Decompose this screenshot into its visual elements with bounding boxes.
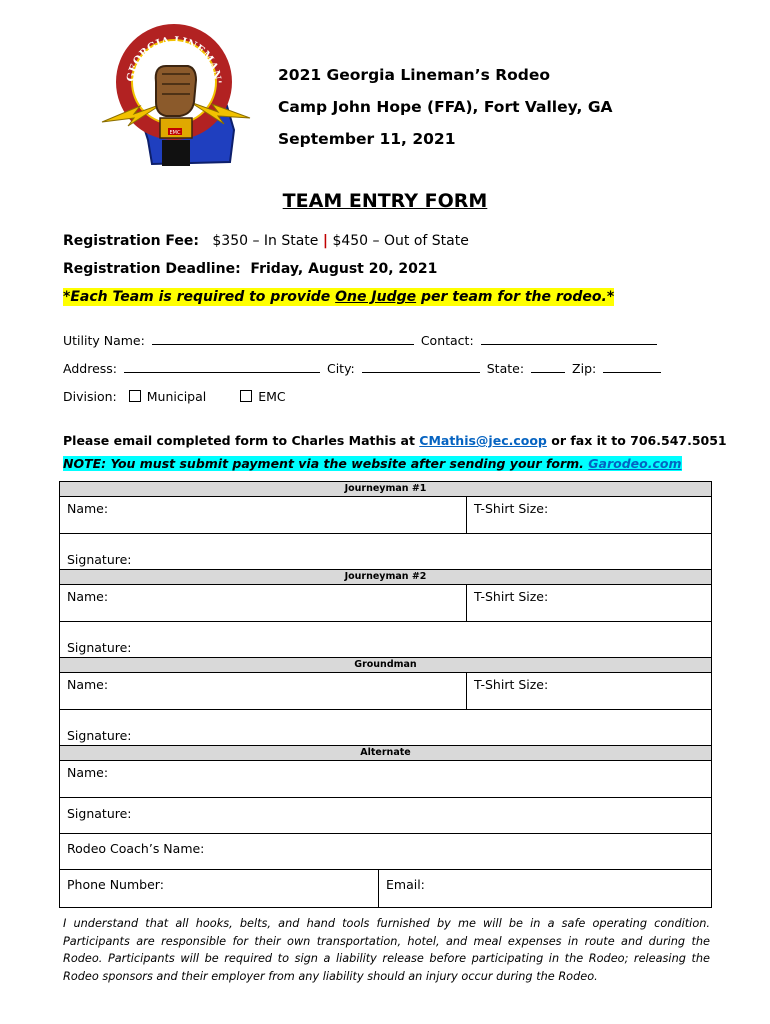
- table-row: [60, 585, 711, 622]
- section-heading: Alternate: [60, 746, 711, 761]
- name-field[interactable]: Name:: [67, 677, 109, 692]
- registration-fee-line: Registration Fee: $350 – In State | $450 – Out of State: [63, 233, 469, 249]
- table-row: [60, 798, 711, 834]
- coach-name-field[interactable]: Rodeo Coach’s Name:: [67, 841, 205, 856]
- judge-requirement: *Each Team is required to provide One Judge per team for the rodeo.*: [63, 289, 615, 305]
- table-row: [60, 834, 711, 870]
- table-row: [60, 622, 711, 658]
- badge-text: EMC: [169, 130, 181, 136]
- zip-field[interactable]: [603, 360, 661, 373]
- event-date: September 11, 2021: [278, 130, 456, 148]
- alternate-signature-field[interactable]: Signature:: [67, 806, 132, 821]
- signature-field[interactable]: Signature:: [67, 552, 132, 567]
- city-field[interactable]: [362, 360, 480, 373]
- email-link[interactable]: CMathis@jec.coop: [419, 433, 547, 448]
- table-row: [60, 673, 711, 710]
- municipal-checkbox[interactable]: [129, 390, 141, 402]
- table-row: [60, 870, 711, 907]
- alternate-name-field[interactable]: Name:: [67, 765, 109, 780]
- signature-field[interactable]: Signature:: [67, 728, 132, 743]
- table-row: [60, 534, 711, 570]
- event-title: 2021 Georgia Lineman’s Rodeo: [278, 66, 551, 84]
- registration-deadline-line: Registration Deadline: Friday, August 20, 2021: [63, 261, 438, 277]
- team-entry-table: [59, 481, 712, 908]
- name-field[interactable]: Name:: [67, 589, 109, 604]
- utility-contact-row: Utility Name: Contact:: [63, 332, 660, 348]
- address-field[interactable]: [124, 360, 320, 373]
- utility-name-field[interactable]: [152, 332, 414, 345]
- liability-disclaimer: I understand that all hooks, belts, and hand tools furnished by me will be in a safe operating condition. Participants are responsible for their own transportation, hotel, and meal expenses in route and during the Rodeo. Participants will be required to sign a liability release before participating in the Rodeo; releasing the Rodeo sponsors and their employer from any liability should an injury occur during the Rodeo.: [63, 917, 710, 983]
- section-heading: Journeyman #1: [60, 482, 711, 497]
- contact-field[interactable]: [481, 332, 657, 345]
- payment-note: NOTE: You must submit payment via the website after sending your form. Garodeo.com: [63, 456, 682, 471]
- state-field[interactable]: [531, 360, 565, 373]
- event-location: Camp John Hope (FFA), Fort Valley, GA: [278, 98, 613, 116]
- tshirt-size-field[interactable]: T-Shirt Size:: [466, 673, 711, 709]
- table-row: [60, 761, 711, 798]
- signature-field[interactable]: Signature:: [67, 640, 132, 655]
- phone-number-field[interactable]: Phone Number:: [67, 877, 164, 892]
- section-heading: Journeyman #2: [60, 570, 711, 585]
- form-title: TEAM ENTRY FORM: [282, 190, 488, 212]
- email-field[interactable]: Email:: [378, 870, 711, 907]
- section-heading: Groundman: [60, 658, 711, 673]
- address-row: Address: City: State: Zip:: [63, 360, 664, 376]
- name-field[interactable]: Name:: [67, 501, 109, 516]
- emc-checkbox[interactable]: [240, 390, 252, 402]
- logo-ring-text: GEORGIA LINEMAN': [124, 34, 224, 84]
- table-row: [60, 710, 711, 746]
- website-link[interactable]: Garodeo.com: [588, 456, 682, 471]
- division-row: Division: Municipal EMC: [63, 389, 286, 404]
- email-instructions: Please email completed form to Charles Mathis at CMathis@jec.coop or fax it to 706.547.5051: [63, 433, 727, 448]
- table-row: [60, 497, 711, 534]
- association-logo: [92, 22, 262, 184]
- tshirt-size-field[interactable]: T-Shirt Size:: [466, 497, 711, 533]
- tshirt-size-field[interactable]: T-Shirt Size:: [466, 585, 711, 621]
